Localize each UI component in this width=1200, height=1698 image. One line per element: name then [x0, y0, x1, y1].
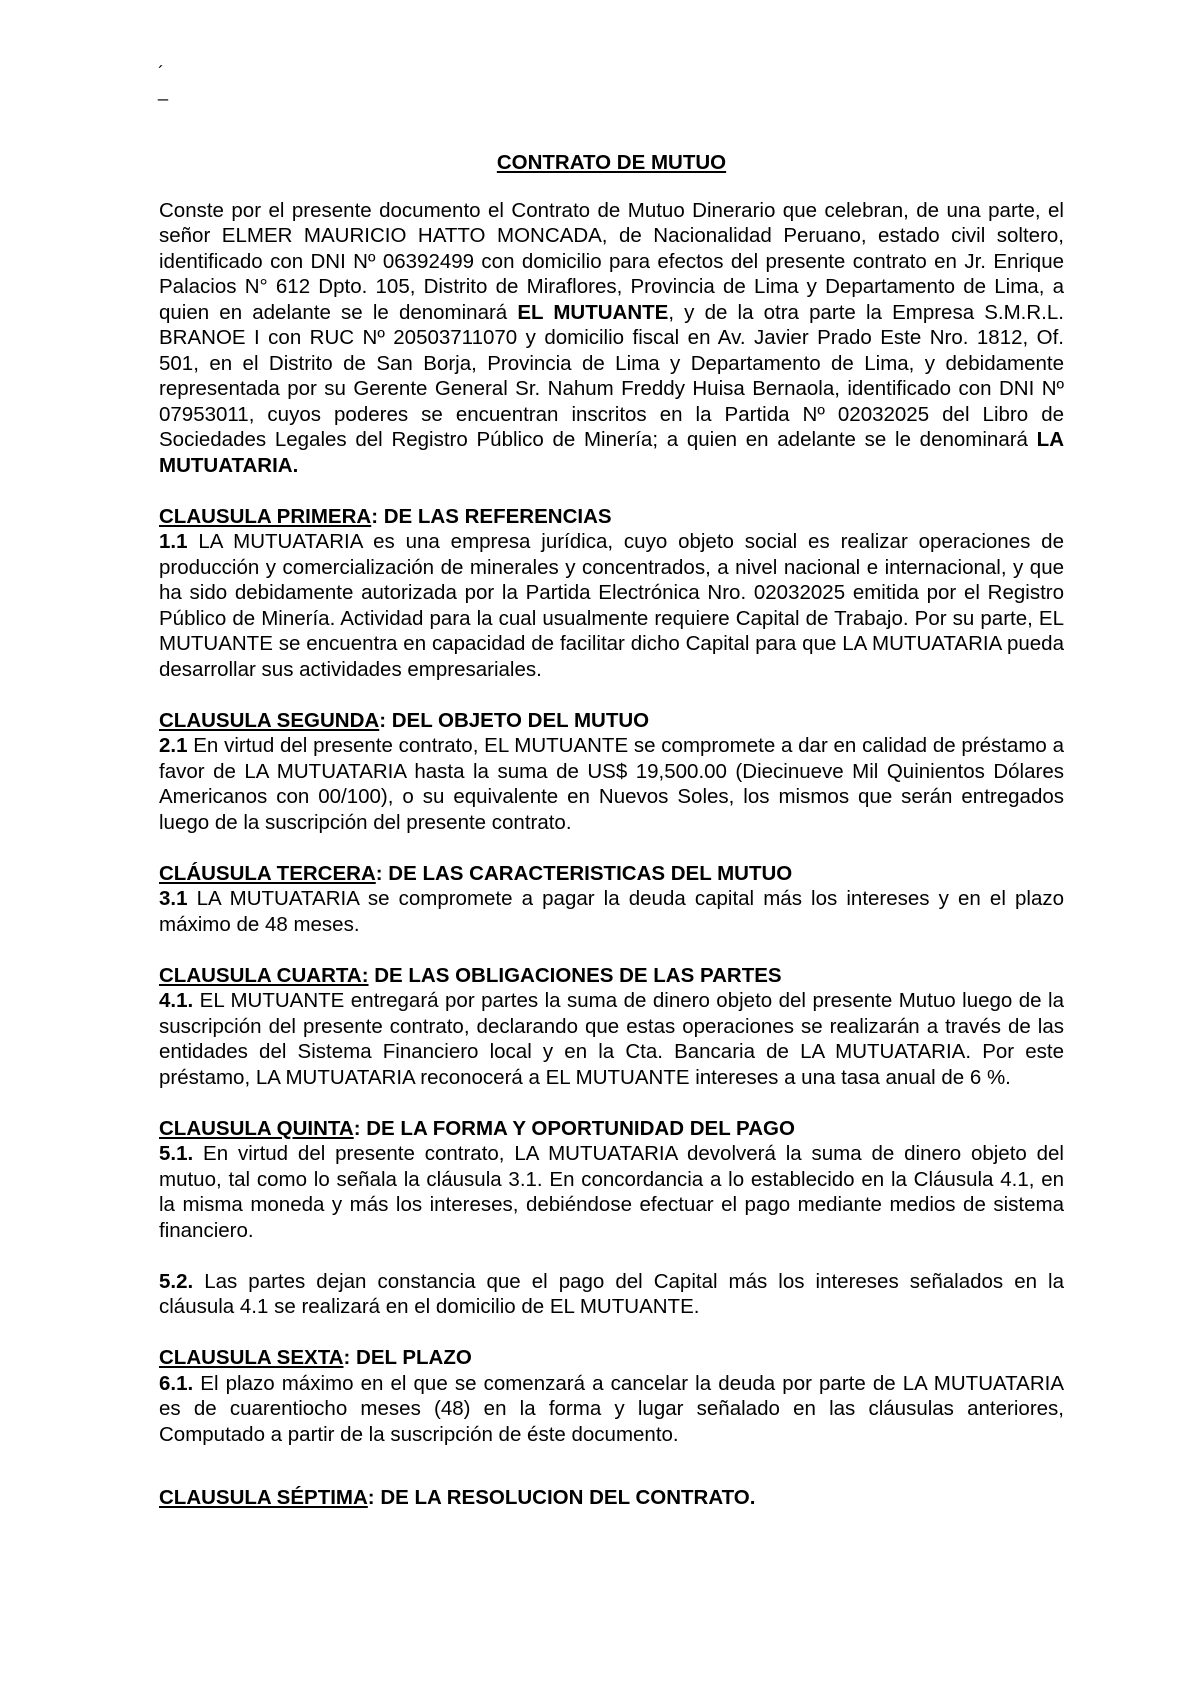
clause-paragraph-3-1 — [159, 886, 1064, 937]
clause-paragraph-4-1 — [159, 988, 1064, 1090]
clause-text: LA MUTUATARIA se compromete a pagar la deuda capital más los intereses y en el plazo máximo de 48 meses. — [159, 887, 1064, 936]
clause-heading-primera — [159, 504, 1064, 530]
clause-heading-label: CLAUSULA QUINTA — [159, 1116, 354, 1140]
clause-heading-label: CLÁUSULA TERCERA — [159, 861, 376, 885]
clause-heading-title: : DE LA RESOLUCION DEL CONTRATO. — [367, 1486, 756, 1509]
clause-paragraph-5-1 — [159, 1141, 1064, 1243]
clause-number: 5.1. — [159, 1142, 194, 1165]
underscore-mark: _ — [158, 81, 169, 101]
clause-text: Las partes dejan constancia que el pago del Capital más los intereses señalados en la cláusula 4.1 se realizará en el domicilio de EL MUTUANTE. — [159, 1269, 1064, 1318]
clause-heading-segunda — [159, 708, 1064, 734]
clause-text: EL MUTUANTE entregará por partes la suma de dinero objeto del presente Mutuo luego de la suscripción del presente contrato, declarando que estas operaciones se realizarán a través de las entidades del Sistema Financiero local y en la Cta. Bancaria de LA MUTUATARIA. Por este préstamo, LA MUTUATARIA reconocerá a EL MUTUANTE intereses a una tasa anual de 6 %. — [159, 989, 1064, 1089]
clause-heading-label: CLAUSULA SEXTA — [159, 1346, 344, 1369]
clause-text: El plazo máximo en el que se comenzará a cancelar la deuda por parte de LA MUTUATARIA es de cuarentiocho meses (48) en la forma y lugar señalado en las cláusulas anteriores, Computado a partir de la suscripción de éste documento. — [159, 1371, 1064, 1446]
clause-heading-label: CLAUSULA SEGUNDA — [159, 708, 380, 732]
clause-paragraph-1-1 — [159, 529, 1064, 682]
clause-heading-cuarta — [159, 963, 1064, 989]
document-title: CONTRATO DE MUTUO — [496, 151, 727, 174]
spacer — [159, 835, 1064, 861]
intro-paragraph — [159, 198, 1064, 479]
clause-number: 1.1 — [159, 530, 188, 553]
clause-heading-label: CLAUSULA SÉPTIMA — [159, 1486, 368, 1509]
spacer — [159, 1320, 1064, 1346]
clause-heading-title: : DEL PLAZO — [343, 1346, 472, 1369]
clause-heading-septima — [159, 1485, 1064, 1511]
header-mark — [158, 64, 168, 100]
clause-text: En virtud del presente contrato, EL MUTUANTE se compromete a dar en calidad de préstamo a favor de LA MUTUATARIA hasta la suma de US$ 19,500.00 (Diecinueve Mil Quinientos Dólares Americanos con 00/100), o su equivalente en Nuevos Soles, los mismos que serán entregados luego de la suscripción del presente contrato. — [159, 734, 1064, 834]
clause-paragraph-5-2 — [159, 1269, 1064, 1320]
clause-heading-sexta — [159, 1345, 1064, 1371]
clause-number: 5.2. — [159, 1269, 194, 1293]
intro-text-2: , y de la otra parte la Empresa S.M.R.L. BRANOE I con RUC Nº 20503711070 y domicilio fiscal en Av. Javier Prado Este Nro. 1812, Of. 501, en el Distrito de San Borja, Provincia de Lima y Departamento de Lima, y debidamente representada por su Gerente General Sr. Nahum Freddy Huisa Bernaola, identificado con DNI Nº 07953011, cuyos poderes se encuentran inscritos en la Partida Nº 02032025 del Libro de Sociedades Legales del Registro Público de Minería; a quien en adelante se le denominará — [159, 300, 1064, 451]
clause-heading-title: : DE LAS CARACTERISTICAS DEL MUTUO — [375, 861, 793, 885]
clause-number: 2.1 — [159, 734, 188, 757]
spacer — [159, 682, 1064, 708]
spacer — [159, 1090, 1064, 1116]
clause-text: LA MUTUATARIA es una empresa jurídica, cuyo objeto social es realizar operaciones de producción y comercialización de minerales y concentrados, a nivel nacional e internacional, y que ha sido debidamente autorizada por la Partida Electrónica Nro. 02032025 emitida por el Registro Público de Minería. Actividad para la cual usualmente requiere Capital de Trabajo. Por su parte, EL MUTUANTE se encuentra en capacidad de facilitar dicho Capital para que LA MUTUATARIA pueda desarrollar sus actividades empresariales. — [159, 530, 1064, 681]
clause-heading-title: : DE LA FORMA Y OPORTUNIDAD DEL PAGO — [353, 1116, 795, 1140]
accent-mark: ´ — [158, 63, 164, 83]
clause-heading-label: CLAUSULA PRIMERA — [159, 504, 372, 528]
clause-text: En virtud del presente contrato, LA MUTUATARIA devolverá la suma de dinero objeto del mutuo, tal como lo señala la cláusula 3.1. En concordancia a lo establecido en la Cláusula 4.1, en la misma moneda y más los intereses, debiéndose efectuar el pago mediante medios de sistema financiero. — [159, 1142, 1064, 1242]
clause-heading-title: : DE LAS REFERENCIAS — [371, 504, 612, 528]
clause-heading-title: : DEL OBJETO DEL MUTUO — [379, 708, 650, 732]
document-body — [159, 150, 1064, 1511]
clause-heading-tercera — [159, 861, 1064, 887]
intro-party-mutuataria: LA MUTUATARIA. — [159, 428, 1064, 477]
clause-number: 3.1 — [159, 887, 188, 910]
intro-text-1: Conste por el presente documento el Contrato de Mutuo Dinerario que celebran, de una parte, el señor ELMER MAURICIO HATTO MONCADA, de Nacionalidad Peruano, estado civil soltero, identificado con DNI Nº 06392499 con domicilio para efectos del presente contrato en Jr. Enrique Palacios N° 612 Dpto. 105, Distrito de Miraflores, Provincia de Lima y Departamento de Lima, a quien en adelante se le denominará — [159, 198, 1064, 324]
clause-heading-label: CLAUSULA CUARTA: — [159, 963, 369, 987]
spacer — [159, 937, 1064, 963]
clause-number: 6.1. — [159, 1371, 194, 1395]
clause-paragraph-6-1 — [159, 1371, 1064, 1448]
clause-number: 4.1. — [159, 989, 194, 1012]
spacer — [159, 478, 1064, 504]
clause-paragraph-2-1 — [159, 733, 1064, 835]
intro-party-mutuante: EL MUTUANTE — [517, 300, 669, 324]
clause-heading-title: DE LAS OBLIGACIONES DE LAS PARTES — [368, 963, 782, 987]
spacer — [159, 1447, 1064, 1485]
spacer — [159, 1243, 1064, 1269]
clause-heading-quinta — [159, 1116, 1064, 1142]
